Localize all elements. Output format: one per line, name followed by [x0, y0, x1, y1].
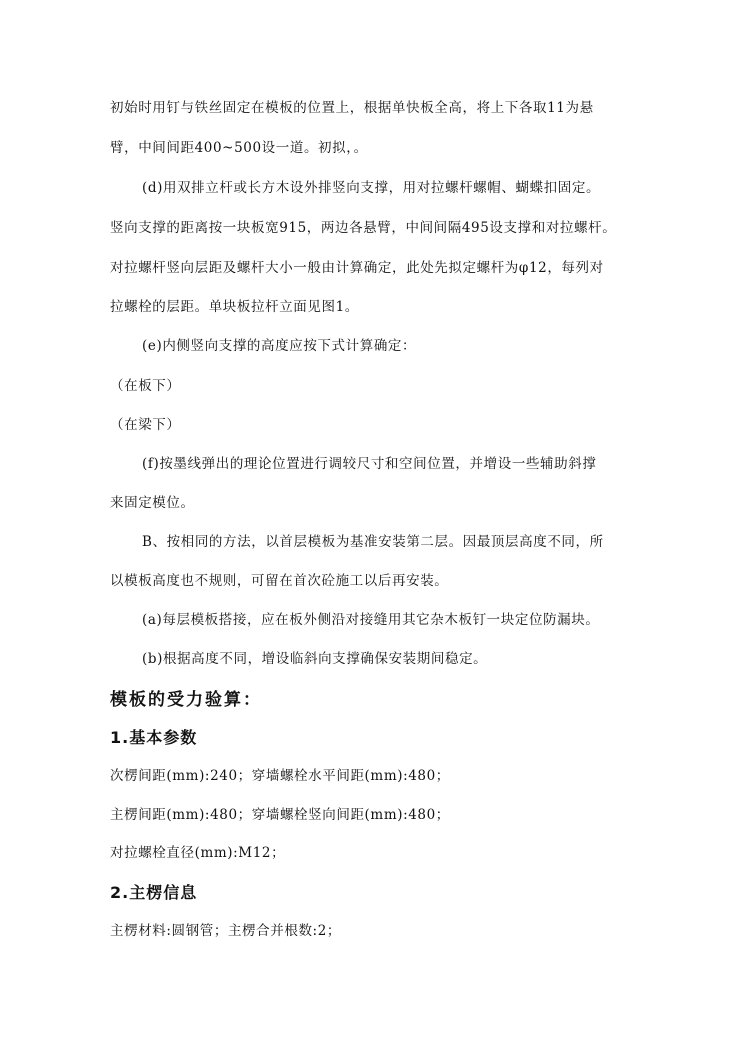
- parameter-line: 次楞间距(mm):240；穿墙螺栓水平间距(mm):480；: [110, 768, 450, 784]
- paragraph-line: (a)每层模板搭接，应在板外侧沿对接缝用其它杂木板钉一块定位防漏块。: [142, 612, 600, 628]
- paragraph-line: 竖向支撑的距离按一块板宽915，两边各悬臂，中间间隔495设支撑和对拉螺杆。: [110, 220, 617, 236]
- section-heading: 2.主楞信息: [110, 883, 198, 902]
- paragraph-line: 初始时用钉与铁丝固定在模板的位置上，根据单快板全高，将上下各取11为悬: [110, 100, 594, 116]
- paragraph-line: (d)用双排立杆或长方木设外排竖向支撑，用对拉螺杆螺帽、蝴蝶扣固定。: [142, 180, 601, 196]
- paragraph-line: 以模板高度也不规则，可留在首次砼施工以后再安装。: [110, 573, 449, 589]
- parameter-line: 主楞间距(mm):480；穿墙螺栓竖向间距(mm):480；: [110, 807, 450, 823]
- paragraph-line: 臂，中间间距400~500设一道。初拟，。: [110, 140, 368, 156]
- paragraph-line: B、按相同的方法，以首层模板为基准安装第二层。因最顶层高度不同，所: [142, 534, 604, 550]
- paragraph-line: (e)内侧竖向支撑的高度应按下式计算确定：: [142, 338, 417, 354]
- paragraph-line: (f)按墨线弹出的理论位置进行调较尺寸和空间位置，并增设一些辅助斜撑: [142, 456, 597, 472]
- paragraph-line: 对拉螺杆竖向层距及螺杆大小一般由计算确定，此处先拟定螺杆为φ12，每列对: [110, 260, 604, 276]
- section-heading: 1.基本参数: [110, 728, 198, 747]
- paragraph-line: 拉螺栓的层距。单块板拉杆立面见图1。: [110, 299, 359, 315]
- parameter-line: 主楞材料:圆钢管；主楞合并根数:2；: [110, 923, 341, 939]
- heading-main: 模板的受力验算：: [110, 690, 262, 710]
- paragraph-line: 来固定模位。: [110, 495, 195, 511]
- paragraph-line: （在梁下）: [110, 417, 181, 433]
- parameter-line: 对拉螺栓直径(mm):M12；: [110, 845, 286, 861]
- paragraph-line: （在板下）: [110, 378, 181, 394]
- paragraph-line: (b)根据高度不同，增设临斜向支撑确保安装期间稳定。: [142, 651, 488, 667]
